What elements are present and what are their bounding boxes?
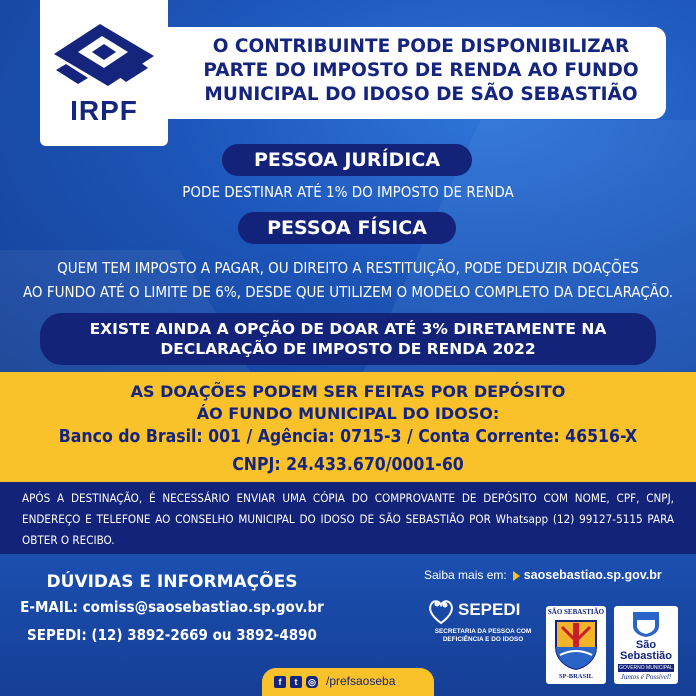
website-link[interactable]: saosebastiao.sp.gov.br [523,568,662,582]
text-line: São [635,639,657,651]
irpf-logo [40,0,168,146]
arrow-right-icon [513,571,520,581]
text-line: DECLARAÇÃO DE IMPOSTO DE RENDA 2022 [160,340,536,358]
text-line: Sebastião [620,650,672,662]
text-line: AS DOAÇÕES PODEM SER FEITAS POR DEPÓSITO [130,382,566,401]
contact-phone: SEPEDI: (12) 3892-2669 ou 3892-4890 [27,626,317,644]
text-line: AO FUNDO ATÉ O LIMITE DE 6%, DESDE QUE UTILIZEM O MODELO COMPLETO DA DECLARAÇÃO. [22,283,674,301]
instructions-text: APÓS A DESTINAÇÃO, É NECESSÁRIO ENVIAR UMA CÓPIA DO COMPROVANTE DE DEPÓSITO COM NOME, CPF, CNPJ, ENDEREÇO E TELEFONE AO CONSELHO MUNICIPAL DO IDOSO DE SÃO SEBASTIÃO POR Whatsapp (12) 99127-5115 PARA OBTER O RECIBO. [22,491,674,547]
sepedi-logo [424,596,542,652]
governo-logo [614,606,678,684]
social-handle[interactable]: /prefsaoseba [326,674,396,688]
text-line: QUEM TEM IMPOSTO A PAGAR, OU DIREITO A RESTITUIÇÃO, PODE DEDUZIR DOAÇÕES [57,259,639,277]
pessoa-fisica-text [0,256,696,304]
text-line: DEFICIÊNCIA E DO IDOSO [442,636,524,643]
text-line: ÁO FUNDO MUNICIPAL DO IDOSO: [196,404,500,423]
page-title [182,35,660,107]
opcao-3-banner [40,313,656,365]
crest-bottom-label: SP-BRASIL [559,673,593,680]
title-line: MUNICIPAL DO IDOSO DE SÃO SEBASTIÃO [204,84,638,105]
instagram-icon[interactable]: ◎ [306,676,318,688]
title-line: PARTE DO IMPOSTO DE RENDA AO FUNDO [203,60,639,81]
contact-email: E-MAIL: comiss@saosebastiao.sp.gov.br [20,598,324,616]
cnpj: CNPJ: 24.433.670/0001-60 [232,455,464,475]
duvidas-heading: DÚVIDAS E INFORMAÇÕES [46,572,298,592]
city-shield-icon [631,610,661,638]
gov-name [614,640,678,662]
city-crest [546,606,606,684]
social-bar [262,668,434,696]
pessoa-juridica-text: PODE DESTINAR ATÉ 1% DO IMPOSTO DE RENDA [182,183,514,201]
saiba-mais [424,568,662,582]
bank-details: Banco do Brasil: 001 / Agência: 0715-3 / Conta Corrente: 46516-X [58,427,638,447]
gov-slogan: Juntos é Possível! [620,673,672,681]
saiba-label: Saiba mais em: [424,568,507,582]
text-line: EXISTE AINDA A OPÇÃO DE DOAR ATÉ 3% DIRETAMENTE NA [89,320,607,338]
pessoa-fisica-badge: PESSOA FÍSICA [238,212,456,244]
irpf-label: IRPF [70,95,138,126]
title-line: O CONTRIBUINTE PODE DISPONIBILIZAR [212,36,630,57]
receita-lion-icon [48,18,160,96]
doacoes-heading [0,381,696,425]
twitter-icon[interactable]: t [290,676,302,688]
heart-people-icon [426,596,456,626]
pessoa-juridica-badge: PESSOA JURÍDICA [222,144,472,176]
facebook-icon[interactable]: f [274,676,286,688]
title-box [168,27,666,119]
gov-band: GOVERNO MUNICIPAL [619,665,673,671]
sepedi-subtitle [424,628,542,644]
crest-top-label: SÃO SEBASTIÃO [547,608,605,616]
sepedi-name: SEPEDI [458,600,521,619]
coat-of-arms-icon [552,617,600,671]
text-line: SECRETARIA DA PESSOA COM [434,628,532,635]
